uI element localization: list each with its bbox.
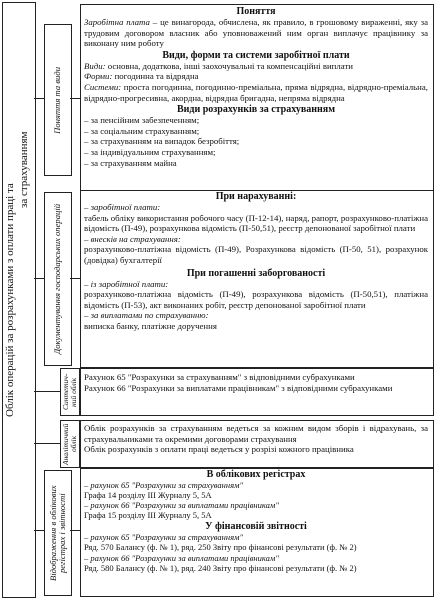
registers-title: В облікових регістрах bbox=[206, 469, 306, 480]
connector bbox=[34, 530, 44, 531]
fin-title: У фінансовій звітності bbox=[205, 521, 307, 533]
insurance-list bbox=[84, 115, 428, 168]
wage-definition: Заробітна плата – це винагорода, обчислена, як правило, в грошовому вираженні, яку за трудовим договором власник або уповноважений ним орган виплачує працівнику за виконану ним роботу bbox=[84, 17, 428, 49]
accrual-ins-label: – внесків на страхування: bbox=[84, 233, 181, 244]
label-analytic: Аналітичний облік bbox=[60, 420, 80, 468]
connector bbox=[70, 278, 80, 279]
accrual-title: При нарахуванні: bbox=[215, 191, 297, 202]
label-synthetic: Синтетич-ний облік bbox=[60, 368, 80, 416]
accrual-wage-label: – заробітної плати: bbox=[84, 202, 161, 212]
fin66-text: Ряд. 580 Балансу (ф. № 1), ряд. 240 Звіту про фінансові результати (ф. № 2) bbox=[84, 562, 357, 573]
main-title: Облік операцій за розрахунками з оплати праці та bbox=[4, 183, 16, 417]
list-item: – за страхуванням на випадок безробіття; bbox=[84, 136, 428, 147]
synthetic-content bbox=[84, 372, 428, 393]
types-title: Види, форми та системи заробітної плати bbox=[162, 49, 350, 61]
fin65-label: – рахунок 65 "Розрахунки за страхуванням" bbox=[84, 532, 244, 543]
systems-line: Системи: проста погодинна, погодинно-преміальна, пряма відрядна, відрядно-преміальна, відрядно-прогресивна, акордна, відрядна бригадна, непряма відрядна bbox=[84, 81, 428, 103]
insurance-title: Види розрахунків за страхуванням bbox=[176, 104, 336, 116]
label-concepts: Поняття та види bbox=[44, 24, 72, 176]
repay-ins-text: виписка банку, платіжне доручення bbox=[84, 320, 217, 331]
connector bbox=[34, 443, 60, 444]
analytic-line1: Облік розрахунків за страхуванням ведеться за кожним видом зборів і відрахувань, за страхувальниками та окремими договорами страхування bbox=[84, 423, 428, 444]
accrual-wage-text: табель обліку використання робочого часу (П-12-14), наряд, рапорт, розрахунково-платіжна відомість (П-49), розрахункова відомість (П-50,51), реєстр депонованої заробітної плати bbox=[84, 212, 428, 234]
list-item: – за соціальним страхуванням; bbox=[84, 126, 428, 137]
repay-wage-text: розрахунково-платіжна відомість (П-49), розрахункова відомість (П-50,51), платіжна відомість (П-53), акт виконаних робіт, реєстр депонованої заробітної плати bbox=[84, 289, 428, 310]
forms-line: Форми: погодинна та відрядна bbox=[84, 71, 199, 82]
concept-title: Поняття bbox=[236, 6, 276, 17]
connector bbox=[70, 98, 80, 99]
connector bbox=[34, 391, 60, 392]
connector bbox=[70, 530, 80, 531]
connector bbox=[34, 278, 44, 279]
fin66-label: – рахунок 66 "Розрахунки за виплатами працівникам" bbox=[84, 552, 279, 563]
types-line: Види: основна, додаткова, інші заохочувальні та компенсаційні виплати bbox=[84, 60, 354, 71]
fin65-text: Ряд. 570 Балансу (ф. № 1), ряд. 250 Звіту про фінансові результати (ф. № 2) bbox=[84, 542, 357, 553]
synthetic-line1: Рахунок 65 "Розрахунки за страхуванням" з відповідними субрахунками bbox=[84, 372, 355, 382]
docs-content bbox=[84, 191, 428, 332]
registers-content bbox=[84, 469, 428, 573]
acc65-label: – рахунок 65 "Розрахунки за страхуванням" bbox=[84, 480, 244, 490]
repay-wage-label: – із заробітної плати: bbox=[84, 278, 169, 289]
label-documentation: Документування господарських операцій bbox=[44, 192, 72, 366]
acc65-text: Графа 14 розділу ІІІ Журналу 5, 5А bbox=[84, 490, 212, 501]
acc66-label: – рахунок 66 "Розрахунки за виплатами працівникам" bbox=[84, 500, 279, 511]
repay-ins-label: – за виплатами по страхуванню: bbox=[84, 310, 209, 321]
list-item: – за страхуванням майна bbox=[84, 158, 428, 169]
concepts-content bbox=[84, 6, 428, 168]
label-reporting: Відображення в облікових регістрах і звітності bbox=[44, 470, 72, 596]
repay-title: При погашенні заборгованості bbox=[186, 267, 326, 279]
acc66-text: Графа 15 розділу ІІІ Журналу 5, 5А bbox=[84, 510, 212, 521]
connector bbox=[34, 98, 44, 99]
analytic-content bbox=[84, 423, 428, 455]
list-item: – за індивідуальним страхуванням; bbox=[84, 147, 428, 158]
accrual-ins-text: розрахунково-платіжна відомість (П-49), Розрахункова відомість (П-50, 51), розрахунок (довідка) бухгалтерії bbox=[84, 244, 428, 265]
list-item: – за пенсійним забезпеченням; bbox=[84, 115, 428, 126]
synthetic-line2: Рахунок 66 "Розрахунки за виплатами працівникам" з відповідними субрахунками bbox=[84, 382, 393, 393]
main-title-line2: за страхуванням bbox=[18, 131, 30, 209]
analytic-line2: Облік розрахунків з оплати праці ведеться у розрізі кожного працівника bbox=[84, 444, 354, 455]
